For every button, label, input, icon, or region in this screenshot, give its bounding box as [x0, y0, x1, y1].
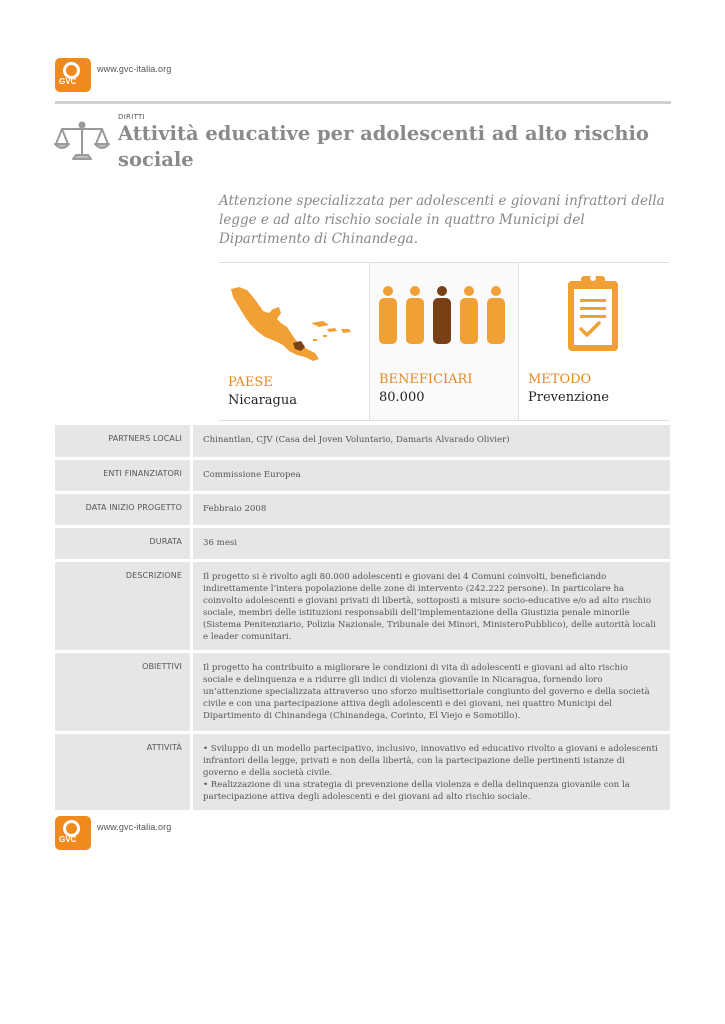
country-value: Nicaragua [228, 393, 297, 408]
header-divider [55, 101, 671, 104]
project-details-table [55, 425, 670, 813]
row-key: ATTIVITÀ [55, 734, 190, 810]
gvc-badge-text: GVC [59, 77, 77, 86]
row-key: DESCRIZIONE [55, 562, 190, 650]
row-key: ENTI FINANZIATORI [55, 460, 190, 491]
country-card [219, 263, 367, 420]
table-row [55, 460, 670, 491]
table-row [55, 734, 670, 810]
table-row [55, 562, 670, 650]
country-label: PAESE [228, 375, 273, 390]
gvc-url[interactable]: www.gvc-italia.org [97, 64, 172, 74]
beneficiaries-value: 80.000 [379, 390, 425, 405]
scales-of-justice-icon [54, 119, 110, 163]
row-value: 36 mesi [193, 528, 670, 559]
row-value: Il progetto si è rivolto agli 80.000 adolescenti e giovani dei 4 Comuni coinvolti, beneficiando indirettamente l’intera popolazione delle zone di intervento (242.222 persone). In particolare ha coinvolto adolescenti e giovani privati di libertà, sottoposti a misure socio-educative e/o ad alto rischio sociale, membri delle istituzioni responsabili dell’implementazione della Giustizia penale minorile (Sistema Penitenziario, Polizia Nazionale, Tribunale dei Minori, MinisteroPubblico), delle autorità locali e leader comunitari. [193, 562, 670, 650]
row-key: DATA INIZIO PROGETTO [55, 494, 190, 525]
row-key: OBIETTIVI [55, 653, 190, 731]
row-value: • Sviluppo di un modello partecipativo, inclusivo, innovativo ed educativo rivolto a giovani e adolescenti infrantori della legge, privati e non della libertà, con la partecipazione delle pertinenti istanze di governo e della società civile. • Realizzazione di una strategia di prevenzione della violenza e della delinquenza giovanile con la partecipazione attiva degli adolescenti e dei giovani ad alto rischio sociale. [193, 734, 670, 810]
row-value: Commissione Europea [193, 460, 670, 491]
row-value: Febbraio 2008 [193, 494, 670, 525]
page-subtitle: Attenzione specializzata per adolescenti e giovani infrattori della legge e ad alto rischio sociale in quattro Municipi del Dipartimento di Chinandega. [219, 193, 665, 247]
info-cards [219, 262, 669, 421]
gvc-badge-icon [55, 58, 91, 92]
gvc-badge-text: GVC [59, 835, 77, 844]
table-row [55, 494, 670, 525]
table-row [55, 425, 670, 457]
beneficiaries-card [369, 263, 519, 420]
clipboard-icon [565, 273, 621, 353]
row-key: DURATA [55, 528, 190, 559]
method-value: Prevenzione [528, 390, 609, 405]
map-icon [229, 283, 354, 363]
beneficiaries-label: BENEFICIARI [379, 372, 473, 387]
page-title: Attività educative per adolescenti ad alto rischio sociale [118, 122, 649, 171]
table-row [55, 528, 670, 559]
table-row [55, 653, 670, 731]
gvc-url[interactable]: www.gvc-italia.org [97, 822, 172, 832]
gvc-logo-bottom[interactable] [55, 816, 175, 850]
method-card [519, 263, 667, 420]
people-icon [378, 285, 508, 347]
gvc-badge-icon [55, 816, 91, 850]
category-label: DIRITTI [118, 113, 145, 121]
row-value: Chinantlan, CJV (Casa del Joven Voluntario, Damaris Alvarado Olivier) [193, 425, 670, 457]
gvc-logo-top[interactable] [55, 58, 175, 92]
method-label: METODO [528, 372, 592, 387]
row-key: PARTNERS LOCALI [55, 425, 190, 457]
row-value: Il progetto ha contribuito a migliorare le condizioni di vita di adolescenti e giovani ad alto rischio sociale e delinquenza e a ridurre gli indici di violenza giovanile in Nicaragua, fornendo loro un’attenzione specializzata attraverso uno sforzo multisettoriale congiunto del governo e della società civile e con una partecipazione attiva degli adolescenti e dei giovani, nei quattro Municipi del Dipartimento di Chinandega (Chinandega, Corinto, El Viejo e Somotillo). [193, 653, 670, 731]
